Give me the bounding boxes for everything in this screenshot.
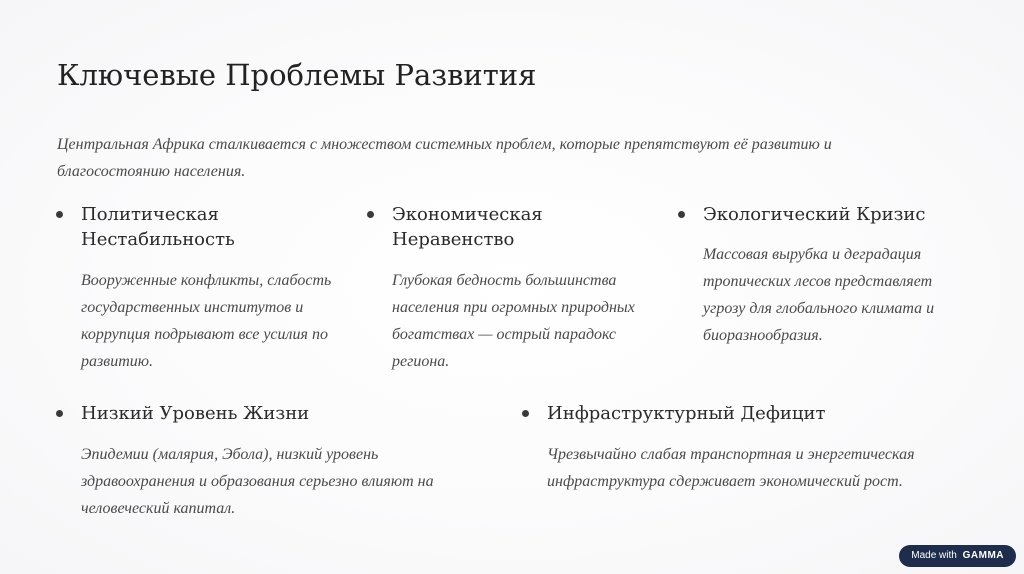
bullet-icon (56, 211, 63, 218)
problem-card-ecological (678, 202, 968, 349)
card-text: Глубокая бедность большинства населения при огромных природных богатствах — острый парадокс региона. (392, 272, 635, 370)
problem-card-living-standard (56, 401, 476, 522)
card-text: Чрезвычайно слабая транспортная и энергетическая инфраструктура сдерживает экономический рост. (547, 446, 915, 490)
card-text: Эпидемии (малярия, Эбола), низкий уровень здравоохранения и образования серьезно влияют на человеческий капитал. (81, 446, 434, 517)
made-with-gamma-badge[interactable] (899, 545, 1016, 567)
problem-card-economic (367, 202, 657, 375)
card-title: Политическая Нестабильность (81, 204, 235, 250)
bullet-icon (522, 410, 529, 417)
page-title: Ключевые Проблемы Развития (57, 58, 537, 92)
card-title: Экономическая Неравенство (392, 204, 543, 250)
problem-card-infrastructure (522, 401, 952, 495)
card-text: Массовая вырубка и деградация тропических лесов представляет угрозу для глобального климата и биоразнообразия. (703, 246, 935, 344)
problem-card-political (56, 202, 346, 375)
card-title: Экологический Кризис (703, 204, 926, 225)
intro-paragraph: Центральная Африка сталкивается с множеством системных проблем, которые препятствуют её развитию и благосостоянию населения. (57, 136, 832, 180)
badge-prefix: Made with (911, 550, 957, 561)
card-title: Инфраструктурный Дефицит (547, 403, 826, 424)
gamma-logo: GAMMA (962, 550, 1004, 561)
bullet-icon (56, 410, 63, 417)
card-title: Низкий Уровень Жизни (81, 403, 310, 424)
bullet-icon (678, 211, 685, 218)
card-text: Вооруженные конфликты, слабость государственных институтов и коррупция подрывают все усилия по развитию. (81, 272, 332, 370)
bullet-icon (367, 211, 374, 218)
